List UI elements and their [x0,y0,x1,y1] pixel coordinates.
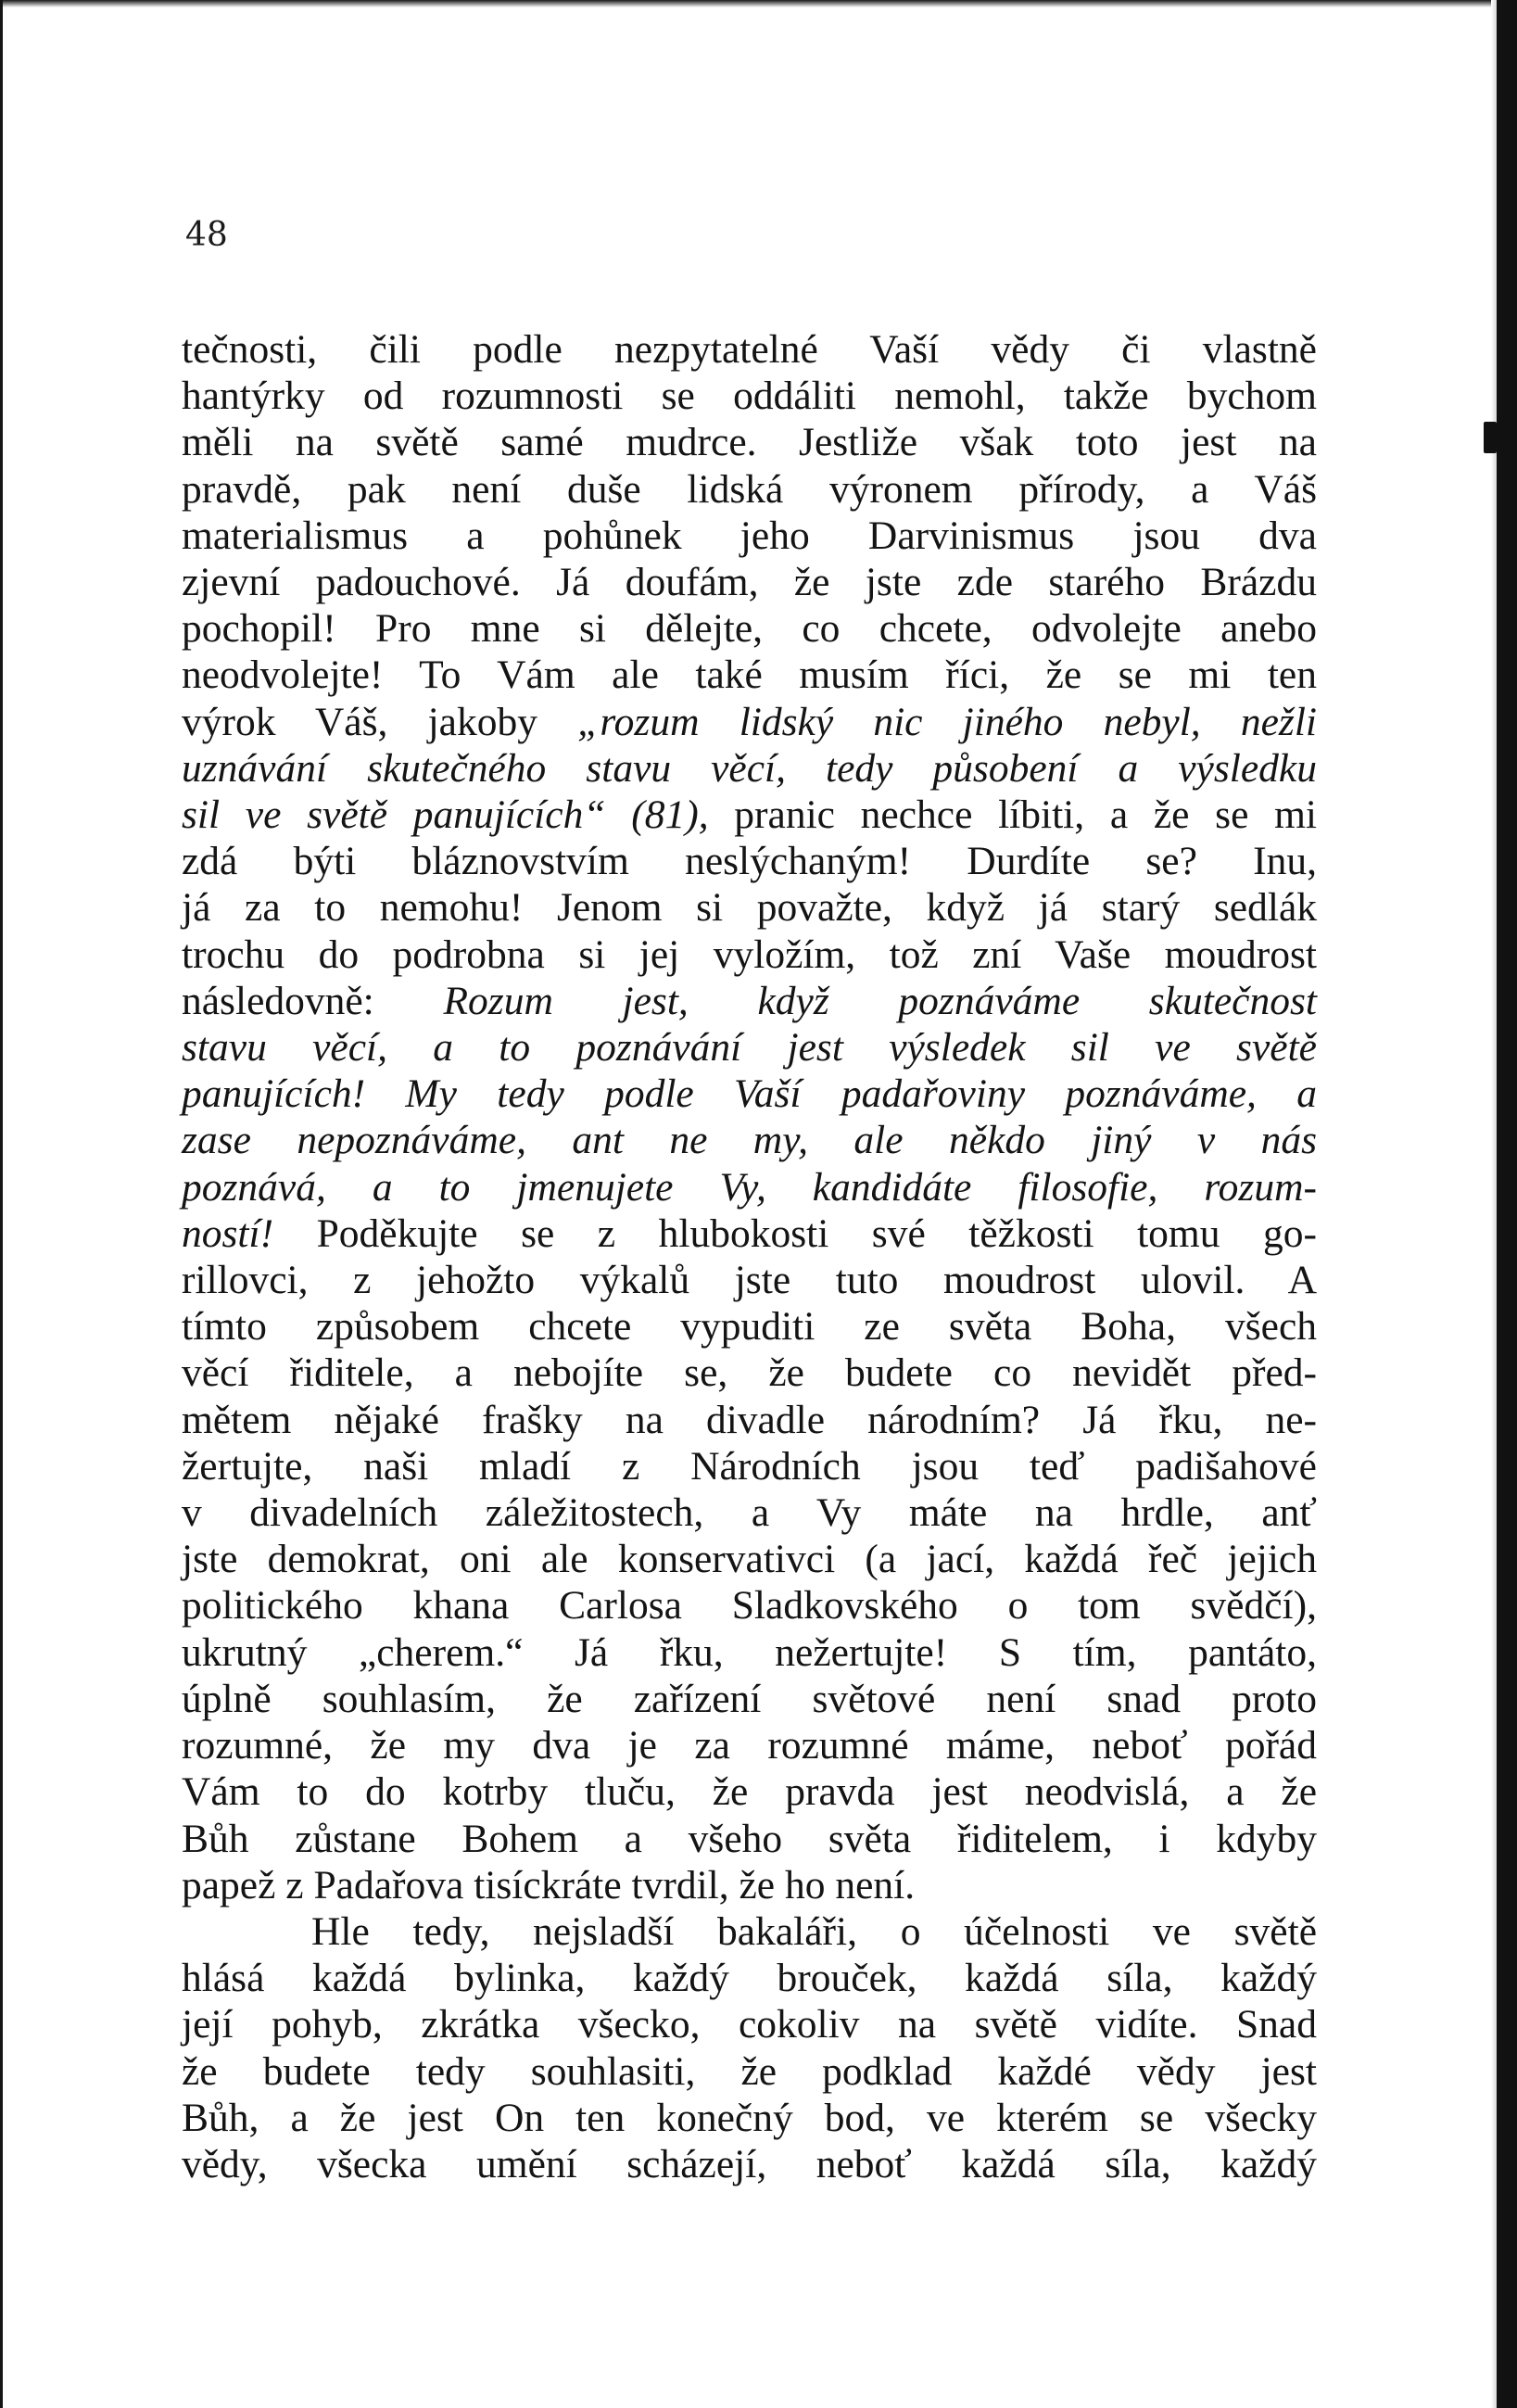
page-number: 48 [185,216,228,254]
italic-segment: ností! [182,1210,274,1256]
italic-segment: poznává, a to jmenujete Vy, kandidáte filosofie, rozum- [182,1164,1317,1210]
text-line [182,745,1317,792]
text-line [182,2095,1317,2141]
text-segment: její pohyb, zkrátka všecko, cokoliv na světě vidíte. Snad [182,2002,1317,2047]
text-line [182,1582,1317,1629]
text-line [182,792,1317,838]
text-segment: ukrutný „cherem.“ Já řku, nežertujte! S tím, pantáto, [182,1629,1317,1675]
text-segment: tímto způsobem chcete vypuditi ze světa Boha, všech [182,1304,1317,1350]
text-line [182,2001,1317,2047]
text-line [182,884,1317,931]
text-line [182,2141,1317,2187]
text-line [182,1303,1317,1350]
text-segment: vědy, všecka umění scházejí, neboť každá síla, každý [182,2141,1317,2186]
scan-edge-left [0,0,3,2408]
italic-segment: zase nepoznáváme, ant ne my, ale někdo jiný v nás [182,1118,1317,1163]
text-line [182,513,1317,559]
text-segment: úplně souhlasím, že zařízení světové není snad proto [182,1676,1317,1721]
text-segment: že budete tedy souhlasiti, že podklad každé vědy jest [182,2048,1317,2094]
text-segment: žertujte, naši mladí z Národních jsou teď padišahové [182,1443,1317,1489]
text-segment: výrok Váš, jakoby [182,699,578,744]
text-line [182,1955,1317,2001]
text-line [182,1117,1317,1163]
text-segment: já za to nemohu! Jenom si považte, když já starý sedlák [182,885,1317,931]
text-segment: pravdě, pak není duše lidská výronem přírody, a Váš [182,466,1317,512]
text-line [182,419,1317,465]
text-segment: Bůh zůstane Bohem a všeho světa řiditelem, i kdyby [182,1816,1317,1861]
text-segment: měli na světě samé mudrce. Jestliže však toto jest na [182,420,1317,465]
text-line [182,1722,1317,1768]
text-segment: papež z Padařova tisíckráte tvrdil, že ho není. [182,1862,916,1907]
text-line [182,1024,1317,1071]
text-line [182,838,1317,884]
text-segment: neodvolejte! To Vám ale také musím říci, že se mi ten [182,653,1317,698]
text-line [182,373,1317,419]
text-line [182,1536,1317,1582]
text-line [182,1816,1317,1862]
text-segment: trochu do podrobna si jej vyložím, tož zní Vaše moudrost [182,932,1317,977]
text-line [182,1676,1317,1722]
italic-segment: sil ve světě panujících“ (81), [182,792,709,838]
text-line [182,932,1317,978]
text-line [182,699,1317,745]
text-line [182,1071,1317,1117]
text-line [182,1768,1317,1815]
text-segment: Vám to do kotrby tluču, že pravda jest neodvislá, a že [182,1769,1317,1815]
scan-edge-top [0,0,1517,7]
text-segment: Bůh, a že jest On ten konečný bod, ve kterém se všecky [182,2095,1317,2140]
text-segment: pranic nechce líbiti, a že se mi [708,792,1317,838]
text-line [182,1210,1317,1257]
text-segment: Hle tedy, nejsladší bakaláři, o účelnosti ve světě [311,1908,1317,1954]
text-line [182,1908,1317,1955]
text-segment: jste demokrat, oni ale konservativci (a jací, každá řeč jejich [182,1537,1317,1582]
italic-segment: Rozum jest, když poznáváme skutečnost [443,978,1317,1023]
italic-segment: uznávání skutečného stavu věcí, tedy působení a výsledku [182,745,1317,791]
text-segment: v divadelních záležitostech, a Vy máte na hrdle, anť [182,1490,1317,1536]
text-line [182,1443,1317,1489]
text-line [182,1257,1317,1303]
text-line [182,1350,1317,1396]
body-text [182,326,1317,2187]
text-line [182,1397,1317,1443]
scan-artifact-mark [1484,422,1497,453]
text-segment: materialismus a pohůnek jeho Darvinismus jsou dva [182,513,1317,558]
text-segment: hantýrky od rozumnosti se oddáliti nemohl, takže bychom [182,374,1317,419]
text-segment: tečnosti, čili podle nezpytatelné Vaší vědy či vlastně [182,327,1317,372]
text-segment: pochopil! Pro mne si dělejte, co chcete, odvolejte anebo [182,606,1317,652]
text-segment: věcí řiditele, a nebojíte se, že budete co nevidět před- [182,1350,1317,1396]
text-segment: zjevní padouchové. Já doufám, že jste zde starého Brázdu [182,560,1317,605]
text-line [182,1862,1317,1908]
text-line [182,978,1317,1024]
text-line [182,2048,1317,2095]
text-line [182,1629,1317,1676]
italic-segment: „rozum lidský nic jiného nebyl, nežli [577,699,1317,744]
text-segment: politického khana Carlosa Sladkovského o tom svědčí), [182,1583,1317,1629]
italic-segment: stavu věcí, a to poznávání jest výsledek sil ve světě [182,1025,1317,1071]
text-segment: hlásá každá bylinka, každý brouček, každá síla, každý [182,1956,1317,2001]
text-segment: rillovci, z jehožto výkalů jste tuto moudrost ulovil. A [182,1258,1317,1303]
text-line [182,559,1317,605]
text-segment: následovně: [182,978,444,1023]
text-segment: zdá býti bláznovstvím neslýchaným! Durdíte se? Inu, [182,839,1317,884]
text-segment: rozumné, že my dva je za rozumné máme, neboť pořád [182,1723,1317,1768]
text-line [182,605,1317,652]
scan-edge-right [1497,0,1517,2408]
text-line [182,652,1317,698]
text-line [182,1489,1317,1536]
italic-segment: panujících! My tedy podle Vaší padařoviny poznáváme, a [182,1071,1317,1117]
text-line [182,1164,1317,1210]
text-line [182,326,1317,373]
text-segment: Poděkujte se z hlubokosti své těžkosti tomu go- [273,1210,1317,1256]
text-segment: mětem nějaké frašky na divadle národním? Já řku, ne- [182,1397,1317,1442]
text-line [182,466,1317,513]
